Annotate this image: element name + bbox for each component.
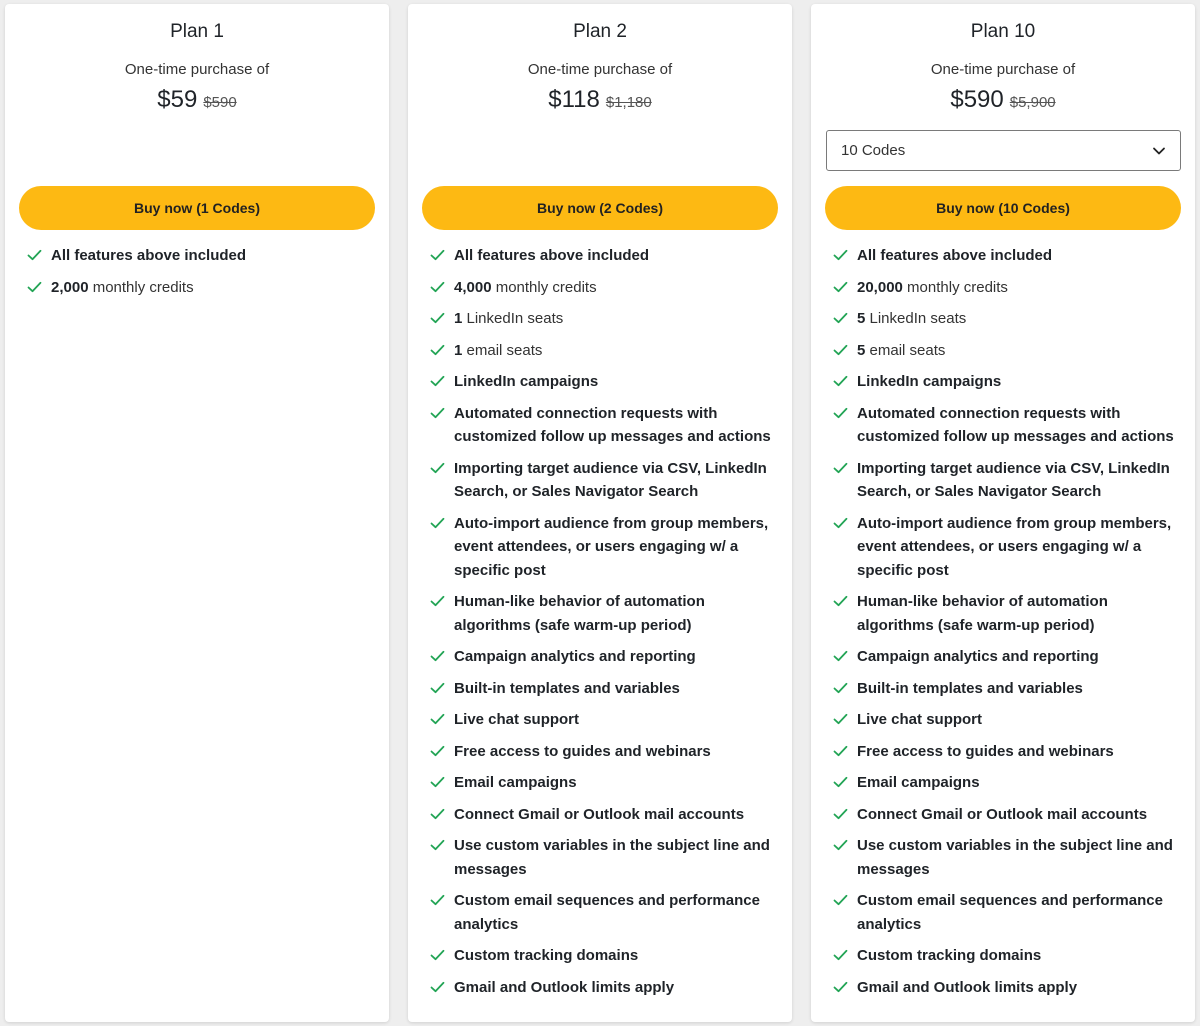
feature-item	[833, 457, 1178, 504]
feature-text-strong: Auto-import audience from group members, event attendees, or users engaging w/ a specific post	[454, 514, 769, 579]
check-icon	[27, 249, 42, 261]
price-original: $590	[203, 94, 237, 111]
feature-text-strong: All features above included	[454, 247, 650, 264]
feature-item	[833, 512, 1178, 583]
feature-item	[833, 889, 1178, 936]
feature-item	[430, 402, 775, 449]
feature-item	[833, 244, 1178, 268]
feature-item	[430, 708, 775, 732]
codes-select-value: 10 Codes	[841, 142, 906, 159]
check-icon	[430, 745, 445, 757]
feature-text-strong: Connect Gmail or Outlook mail accounts	[857, 805, 1148, 823]
feature-text-strong: All features above included	[51, 247, 247, 264]
check-icon	[430, 682, 445, 694]
feature-item	[27, 276, 372, 300]
feature-text-strong: Use custom variables in the subject line and messages	[454, 837, 770, 878]
check-icon	[27, 281, 42, 293]
check-icon	[430, 595, 445, 607]
feature-text-strong: 5	[857, 341, 866, 359]
feature-item	[833, 307, 1178, 331]
feature-item	[430, 944, 775, 968]
feature-text-strong: 20,000	[857, 278, 903, 296]
feature-item	[430, 276, 775, 300]
feature-text-strong: 5	[857, 310, 866, 327]
feature-text-strong: LinkedIn campaigns	[454, 373, 599, 390]
feature-text: LinkedIn seats	[462, 310, 564, 327]
check-icon	[430, 981, 445, 993]
check-icon	[833, 949, 848, 961]
feature-text-strong: Human-like behavior of automation algorithms (safe warm-up period)	[857, 593, 1108, 634]
check-icon	[833, 713, 848, 725]
feature-item	[430, 370, 775, 394]
feature-item	[430, 307, 775, 331]
check-icon	[833, 745, 848, 757]
feature-text-strong: Use custom variables in the subject line and messages	[857, 837, 1173, 878]
feature-text: monthly credits	[491, 278, 597, 296]
feature-text-strong: 2,000	[51, 278, 89, 296]
check-icon	[430, 517, 445, 529]
feature-item	[833, 944, 1178, 968]
feature-list	[430, 244, 775, 1007]
price-original: $5,900	[1009, 94, 1056, 111]
feature-item	[430, 244, 775, 268]
plan-title: Plan 1	[170, 21, 224, 42]
feature-item	[430, 512, 775, 583]
feature-item	[833, 645, 1178, 669]
check-icon	[430, 713, 445, 725]
feature-item	[27, 244, 372, 268]
feature-text: monthly credits	[902, 278, 1008, 296]
feature-text-strong: 1	[454, 341, 463, 359]
check-icon	[833, 776, 848, 788]
feature-item	[833, 708, 1178, 732]
check-icon	[833, 981, 848, 993]
feature-text: monthly credits	[88, 278, 194, 296]
feature-text-strong: Importing target audience via CSV, LinkedIn Search, or Sales Navigator Search	[454, 459, 767, 500]
price-row	[811, 86, 1195, 114]
check-icon	[430, 249, 445, 261]
feature-item	[430, 889, 775, 936]
feature-item	[833, 976, 1178, 1000]
feature-text-strong: Campaign analytics and reporting	[454, 648, 696, 665]
price-current: $59	[157, 86, 198, 113]
feature-text-strong: All features above included	[857, 247, 1053, 264]
check-icon	[833, 462, 848, 474]
feature-item	[430, 771, 775, 795]
feature-text-strong: Built-in templates and variables	[857, 679, 1083, 697]
feature-text-strong: Automated connection requests with customized follow up messages and actions	[454, 404, 771, 445]
feature-item	[430, 590, 775, 637]
price-current: $590	[950, 86, 1004, 113]
feature-text: email seats	[462, 341, 543, 359]
check-icon	[430, 375, 445, 387]
chevron-down-icon	[1152, 144, 1166, 158]
check-icon	[833, 839, 848, 851]
feature-text-strong: Gmail and Outlook limits apply	[857, 978, 1078, 996]
check-icon	[833, 517, 848, 529]
check-icon	[430, 650, 445, 662]
feature-item	[430, 339, 775, 363]
check-icon	[833, 595, 848, 607]
check-icon	[430, 949, 445, 961]
feature-text-strong: Custom email sequences and performance analytics	[454, 892, 760, 933]
price-original: $1,180	[605, 94, 652, 111]
check-icon	[430, 407, 445, 419]
feature-item	[430, 976, 775, 1000]
feature-item	[833, 370, 1178, 394]
check-icon	[833, 312, 848, 324]
feature-text-strong: Built-in templates and variables	[454, 679, 680, 697]
feature-item	[833, 834, 1178, 881]
price-row	[408, 86, 792, 114]
plan-card-10	[811, 4, 1195, 1022]
codes-select[interactable]	[826, 130, 1181, 171]
feature-text-strong: Importing target audience via CSV, LinkedIn Search, or Sales Navigator Search	[857, 459, 1170, 500]
plan-title: Plan 10	[970, 21, 1036, 42]
purchase-label: One-time purchase of	[527, 61, 673, 78]
check-icon	[833, 650, 848, 662]
feature-text: LinkedIn seats	[865, 310, 967, 327]
feature-text-strong: Email campaigns	[857, 774, 980, 791]
feature-text-strong: Automated connection requests with customized follow up messages and actions	[857, 404, 1174, 445]
check-icon	[430, 776, 445, 788]
price-current: $118	[548, 86, 600, 113]
feature-item	[430, 740, 775, 764]
plan-title: Plan 2	[573, 21, 627, 42]
feature-item	[833, 590, 1178, 637]
feature-item	[430, 803, 775, 827]
feature-item	[833, 276, 1178, 300]
check-icon	[833, 281, 848, 293]
check-icon	[833, 344, 848, 356]
feature-list	[27, 244, 372, 307]
check-icon	[430, 839, 445, 851]
feature-item	[833, 677, 1178, 701]
feature-text-strong: Live chat support	[857, 711, 983, 728]
feature-item	[833, 740, 1178, 764]
feature-item	[430, 677, 775, 701]
feature-text-strong: Human-like behavior of automation algorithms (safe warm-up period)	[454, 593, 705, 634]
buy-now-button[interactable]: Buy now (10 Codes)	[825, 186, 1181, 230]
buy-now-button[interactable]: Buy now (1 Codes)	[19, 186, 375, 230]
check-icon	[430, 312, 445, 324]
check-icon	[833, 249, 848, 261]
feature-list	[833, 244, 1178, 1007]
buy-now-button[interactable]: Buy now (2 Codes)	[422, 186, 778, 230]
feature-text-strong: Gmail and Outlook limits apply	[454, 978, 675, 996]
feature-text-strong: Live chat support	[454, 711, 580, 728]
purchase-label: One-time purchase of	[930, 61, 1076, 78]
feature-text-strong: Free access to guides and webinars	[857, 742, 1114, 760]
feature-text-strong: Custom tracking domains	[857, 947, 1042, 964]
feature-text-strong: Auto-import audience from group members, event attendees, or users engaging w/ a specific post	[857, 514, 1172, 579]
feature-item	[430, 834, 775, 881]
feature-text-strong: Campaign analytics and reporting	[857, 648, 1099, 665]
feature-text-strong: Connect Gmail or Outlook mail accounts	[454, 805, 745, 823]
feature-text-strong: 4,000	[454, 278, 492, 296]
plan-card-2	[408, 4, 792, 1022]
feature-text-strong: LinkedIn campaigns	[857, 373, 1002, 390]
feature-text: email seats	[865, 341, 946, 359]
plan-card-1	[5, 4, 389, 1022]
feature-text-strong: Free access to guides and webinars	[454, 742, 711, 760]
feature-text-strong: 1	[454, 310, 463, 327]
feature-text-strong: Custom email sequences and performance analytics	[857, 892, 1163, 933]
check-icon	[430, 894, 445, 906]
check-icon	[833, 682, 848, 694]
check-icon	[833, 407, 848, 419]
price-row	[5, 86, 389, 114]
feature-text-strong: Email campaigns	[454, 774, 577, 791]
feature-item	[430, 645, 775, 669]
feature-item	[833, 402, 1178, 449]
feature-item	[430, 457, 775, 504]
check-icon	[430, 281, 445, 293]
feature-item	[833, 803, 1178, 827]
check-icon	[833, 375, 848, 387]
feature-item	[833, 771, 1178, 795]
check-icon	[833, 808, 848, 820]
check-icon	[430, 808, 445, 820]
check-icon	[430, 462, 445, 474]
check-icon	[833, 894, 848, 906]
feature-item	[833, 339, 1178, 363]
check-icon	[430, 344, 445, 356]
purchase-label: One-time purchase of	[124, 61, 270, 78]
feature-text-strong: Custom tracking domains	[454, 947, 639, 964]
